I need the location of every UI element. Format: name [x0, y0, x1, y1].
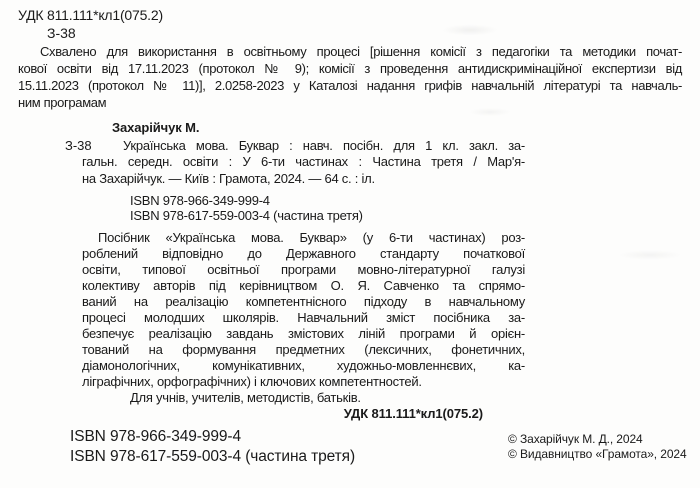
card-isbn-block [82, 193, 525, 224]
approval-line: 15.11.2023 (протокол № 11)], 2.0258-2023 у Каталозі надання грифів навчальній літературі та навчаль- [18, 78, 682, 93]
annotation-line: тований на формування предметних (лексичних, фонетичних, [82, 341, 525, 357]
footer-isbn-line: ISBN 978-617-559-003-4 (частина третя) [70, 447, 356, 465]
approval-line: Схвалено для використання в освітньому процесі [рішення комісії з педагогіки та методики почат- [40, 44, 682, 59]
annotation-line: процесі молодших школярів. Навчальний зміст посібника за- [82, 309, 525, 325]
annotation [82, 230, 525, 390]
description-line: гальн. середн. освіти : У 6-ти частинах : Частина третя / Мар'я- [82, 154, 525, 170]
annotation-line: діамонологічних, комунікативних, художньо-мовленнєвих, ка- [82, 357, 525, 373]
description-line: на Захарійчук. — Київ : Грамота, 2024. — 64 с. : іл. [82, 170, 375, 186]
card-author-code: З-38 [65, 138, 92, 153]
udc-code-bottom: УДК 811.111*кл1(075.2) [343, 405, 483, 421]
isbn-line: ISBN 978-966-349-999-4 [130, 192, 270, 208]
isbn-line: ISBN 978-617-559-003-4 (частина третя) [130, 208, 363, 224]
card-author: Захарійчук М. [112, 120, 200, 135]
description-line: Українська мова. Буквар : навч. посібн. для 1 кл. закл. за- [123, 138, 525, 153]
author-code-top: З-38 [47, 25, 76, 41]
bibliographic-description [65, 138, 525, 187]
annotation-line: ваний на реалізацію компетентнісного підходу в навчальному [82, 293, 525, 309]
audience-note: Для учнів, учителів, методистів, батьків. [130, 389, 361, 405]
annotation-line: колективу авторів під керівництвом О. Я. Савченко та спрямо- [82, 277, 525, 293]
annotation-line: безпечує реалізацію завдань змістових ліній програми й орієн- [82, 325, 525, 341]
annotation-line: ліграфічних, орфографічних) і ключових компетентностей. [82, 373, 422, 389]
annotation-line: освіти, типової освітньої програми мовно-літературної галузі [82, 261, 525, 277]
copyright-block [508, 432, 687, 461]
annotation-line: Посібник «Українська мова. Буквар» (у 6-ти частинах) роз- [98, 229, 525, 245]
annotation-line: роблений відповідно до Державного стандарту початкової [82, 245, 525, 261]
approval-line: ним програмам [18, 95, 107, 110]
footer-isbn-block [70, 427, 355, 466]
copyright-line: © Захарійчук М. Д., 2024 [508, 432, 643, 446]
udc-code-top: УДК 811.111*кл1(075.2) [18, 7, 163, 23]
catalog-card [65, 120, 525, 422]
footer-isbn-line: ISBN 978-966-349-999-4 [70, 428, 241, 445]
approval-line: кової освіти від 17.11.2023 (протокол № 9); комісії з проведення антидискримінаційної експертизи від [18, 61, 682, 76]
copyright-line: © Видавництво «Грамота», 2024 [508, 446, 687, 461]
approval-note [18, 43, 682, 111]
description-lines [82, 138, 525, 187]
